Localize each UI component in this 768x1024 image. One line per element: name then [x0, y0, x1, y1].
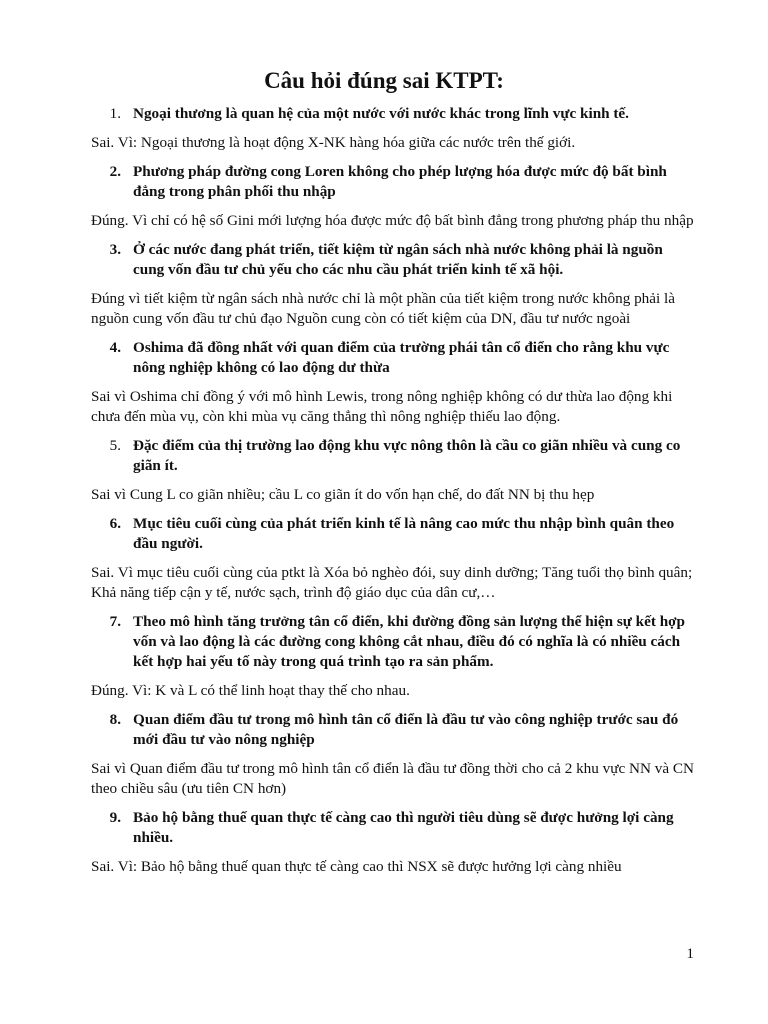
document-body — [91, 104, 697, 886]
question-9 — [91, 808, 697, 848]
question-7 — [91, 612, 697, 672]
question-5 — [91, 436, 697, 476]
answer-5: Sai vì Cung L co giãn nhiều; cầu L co giãn ít do vốn hạn chế, do đất NN bị thu hẹp — [91, 486, 595, 503]
question-number: 3. — [109, 241, 121, 258]
question-text: Bảo hộ bằng thuế quan thực tế càng cao thì người tiêu dùng sẽ được hưởng lợi càng nhiều. — [133, 809, 674, 846]
question-number: 7. — [109, 613, 121, 630]
question-text: Theo mô hình tăng trưởng tân cổ điển, khi đường đồng sản lượng thể hiện sự kết hợp vốn và lao động là các đường cong không cắt nhau, điều đó có nghĩa là có nhiều cách kết hợp hai yếu tố này trong quá trình tạo ra sản phẩm. — [133, 613, 686, 670]
answer-3: Đúng vì tiết kiệm từ ngân sách nhà nước chỉ là một phần của tiết kiệm trong nước không phải là nguồn cung vốn đầu tư chủ đạo Nguồn cung còn có tiết kiệm của DN, đầu tư nước ngoài — [91, 290, 675, 327]
question-number: 9. — [109, 809, 121, 826]
question-1 — [91, 104, 697, 124]
answer-9: Sai. Vì: Bảo hộ bằng thuế quan thực tế càng cao thì NSX sẽ được hưởng lợi càng nhiều — [91, 858, 622, 875]
question-text: Ngoại thương là quan hệ của một nước với nước khác trong lĩnh vực kinh tế. — [133, 105, 629, 122]
question-number: 5. — [109, 437, 121, 454]
question-text: Mục tiêu cuối cùng của phát triển kinh tế là nâng cao mức thu nhập bình quân theo đầu người. — [133, 515, 675, 552]
page-number: 1 — [686, 945, 694, 962]
answer-1: Sai. Vì: Ngoại thương là hoạt động X-NK hàng hóa giữa các nước trên thế giới. — [91, 134, 576, 151]
question-2 — [91, 162, 697, 202]
question-number: 1. — [109, 105, 121, 122]
question-text: Phương pháp đường cong Loren không cho phép lượng hóa được mức độ bất bình đẳng trong phân phối thu nhập — [133, 163, 667, 200]
question-number: 6. — [109, 515, 121, 532]
answer-7: Đúng. Vì: K và L có thể linh hoạt thay thế cho nhau. — [91, 682, 410, 699]
question-text: Oshima đã đồng nhất với quan điểm của trường phái tân cổ điển cho rằng khu vực nông nghiệp không có lao động dư thừa — [133, 339, 670, 376]
answer-6: Sai. Vì mục tiêu cuối cùng của ptkt là Xóa bỏ nghèo đói, suy dinh dưỡng; Tăng tuổi thọ bình quân; Khả năng tiếp cận y tế, nước sạch, trình độ giáo dục của dân cư,… — [91, 564, 693, 601]
question-text: Đặc điểm của thị trường lao động khu vực nông thôn là cầu co giãn nhiều và cung co giãn ít. — [133, 437, 681, 474]
question-3 — [91, 240, 697, 280]
question-text: Quan điểm đầu tư trong mô hình tân cổ điển là đầu tư vào công nghiệp trước sau đó mới đầu tư vào nông nghiệp — [133, 711, 679, 748]
answer-4: Sai vì Oshima chỉ đồng ý với mô hình Lewis, trong nông nghiệp không có dư thừa lao động khi chưa đến mùa vụ, còn khi mùa vụ căng thẳng thì nông nghiệp thiếu lao động. — [91, 388, 673, 425]
document-title: Câu hỏi đúng sai KTPT: — [264, 68, 504, 93]
question-text: Ở các nước đang phát triển, tiết kiệm từ ngân sách nhà nước không phải là nguồn cung vốn đầu tư chủ yếu cho các nhu cầu phát triển kinh tế xã hội. — [133, 241, 663, 278]
question-8 — [91, 710, 697, 750]
answer-8: Sai vì Quan điểm đầu tư trong mô hình tân cổ điển là đầu tư đồng thời cho cả 2 khu vực NN và CN theo chiều sâu (ưu tiên CN hơn) — [91, 760, 694, 797]
question-number: 2. — [109, 163, 121, 180]
question-number: 4. — [109, 339, 121, 356]
question-number: 8. — [109, 711, 121, 728]
answer-2: Đúng. Vì chỉ có hệ số Gini mới lượng hóa được mức độ bất bình đẳng trong phương pháp thu nhập — [91, 212, 694, 229]
question-4 — [91, 338, 697, 378]
question-6 — [91, 514, 697, 554]
